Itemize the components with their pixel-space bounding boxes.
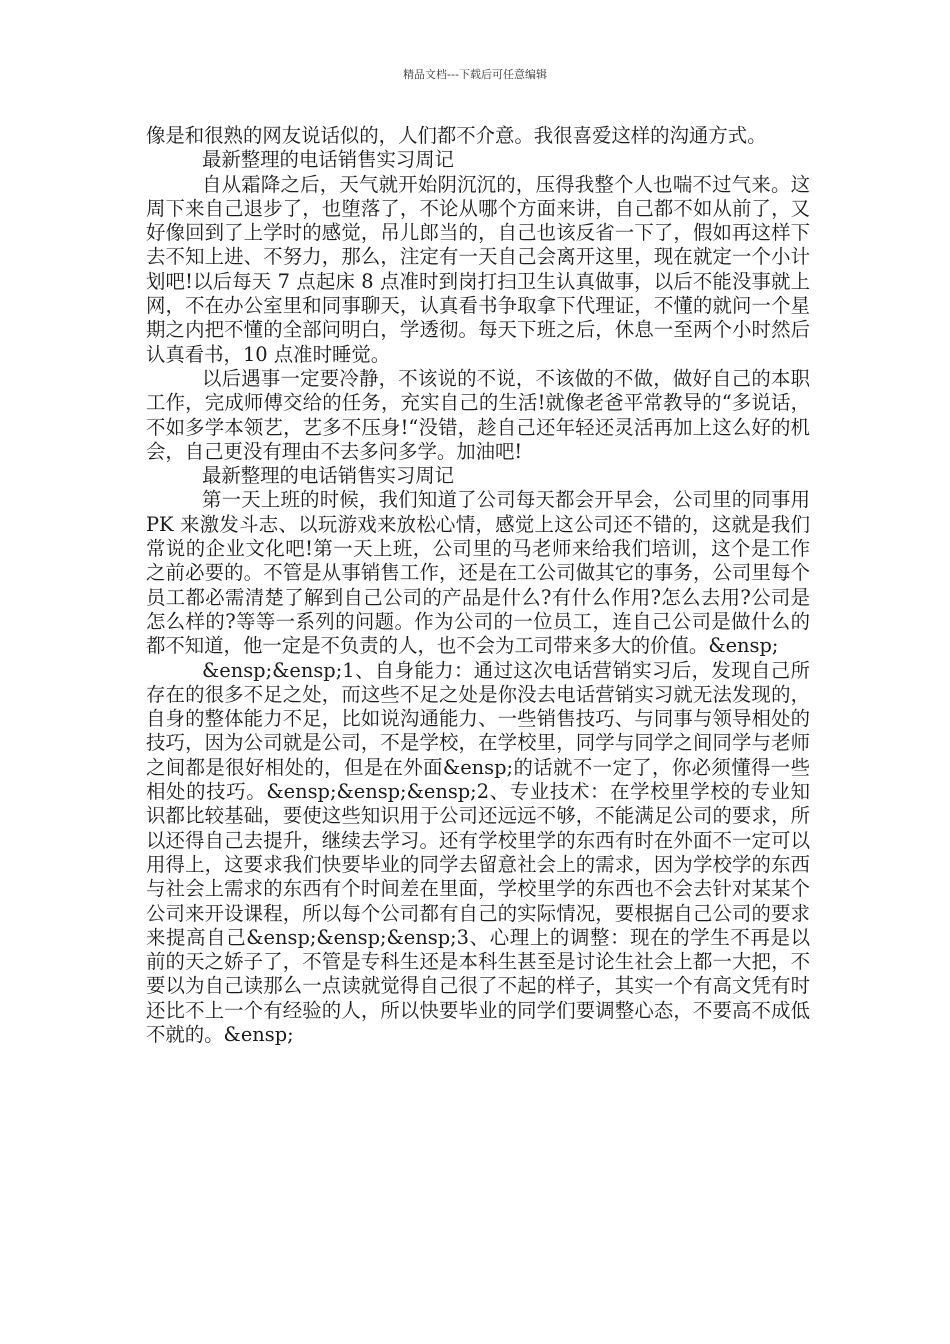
paragraph: &ensp;&ensp;1、自身能力：通过这次电话营销实习后，发现自己所存在的很多不足之处，而这些不足之处是你没去电话营销实习就无法发现的，自身的整体能力不足，比如说沟通能力、一些销售技巧、与同事与领导相处的技巧，因为公司就是公司，不是学校，在学校里，同学与同学之间同学与老师之间都是很好相处的，但是在外面&ensp;的话就不一定了，你必须懂得一些相处的技巧。&ensp;&ensp;&ensp;2、专业技术：在学校里学校的专业知识都比较基础，要使这些知识用于公司还远远不够，不能满足公司的要求，所以还得自己去提升，继续去学习。还有学校里学的东西有时在外面不一定可以用得上，这要求我们快要毕业的同学去留意社会上的需求，因为学校学的东西与社会上需求的东西有个时间差在里面，学校里学的东西也不会去针对某某个公司来开设课程，所以每个公司都有自己的实际情况，要根据自己公司的要求来提高自己&ensp;&ensp;&ensp;3、心理上的调整：现在的学生不再是以前的天之娇子了，不管是专科生还是本科生甚至是讨论生社会上都一大把，不要以为自己读那么一点读就觉得自己很了不起的样子，其实一个有高文凭有时还比不上一个有经验的人，所以快要毕业的同学们要调整心态，不要高不成低不就的。&ensp; xyxy=(146,658,810,1046)
document-body xyxy=(146,124,810,1047)
paragraph: 以后遇事一定要冷静，不该说的不说，不该做的不做，做好自己的本职工作，完成师傅交给的任务，充实自己的生活!就像老爸平常教导的“多说话，不如多学本领艺，艺多不压身!“没错，趁自己还年轻还灵活再加上这么好的机会，自己更没有理由不去多问多学。加油吧! xyxy=(146,366,810,463)
section-title: 最新整理的电话销售实习周记 xyxy=(202,464,455,488)
page-header: 精品文档---下载后可任意编辑 xyxy=(403,68,547,81)
section-title: 最新整理的电话销售实习周记 xyxy=(202,148,455,172)
paragraph: 第一天上班的时候，我们知道了公司每天都会开早会，公司里的同事用 PK 来激发斗志、以玩游戏来放松心情，感觉上这公司还不错的，这就是我们常说的企业文化吧!第一天上班，公司里的马老师来给我们培训，这个是工作之前必要的。不管是从事销售工作，还是在工公司做其它的事务，公司里每个员工都必需清楚了解到自己公司的产品是什么?有什么作用?怎么去用?公司是怎么样的?等等一系列的问题。作为公司的一位员工，连自己公司是做什么的都不知道，他一定是不负责的人，也不会为工司带来多大的价值。&ensp; xyxy=(146,488,810,658)
paragraph: 自从霜降之后，天气就开始阴沉沉的，压得我整个人也喘不过气来。这周下来自己退步了，也堕落了，不论从哪个方面来讲，自己都不如从前了，又好像回到了上学时的感觉，吊儿郎当的，自己也该反省一下了，假如再这样下去不知上进、不努力，那么，注定有一天自己会离开这里，现在就定一个小计划吧!以后每天 7 点起床 8 点准时到岗打扫卫生认真做事，以后不能没事就上网，不在办公室里和同事聊天，认真看书争取拿下代理证，不懂的就问一个星期之内把不懂的全部问明白，学透彻。每天下班之后，休息一至两个小时然后认真看书，10 点准时睡觉。 xyxy=(146,172,810,366)
paragraph-continuation: 像是和很熟的网友说话似的，人们都不介意。我很喜爱这样的沟通方式。 xyxy=(146,124,767,147)
